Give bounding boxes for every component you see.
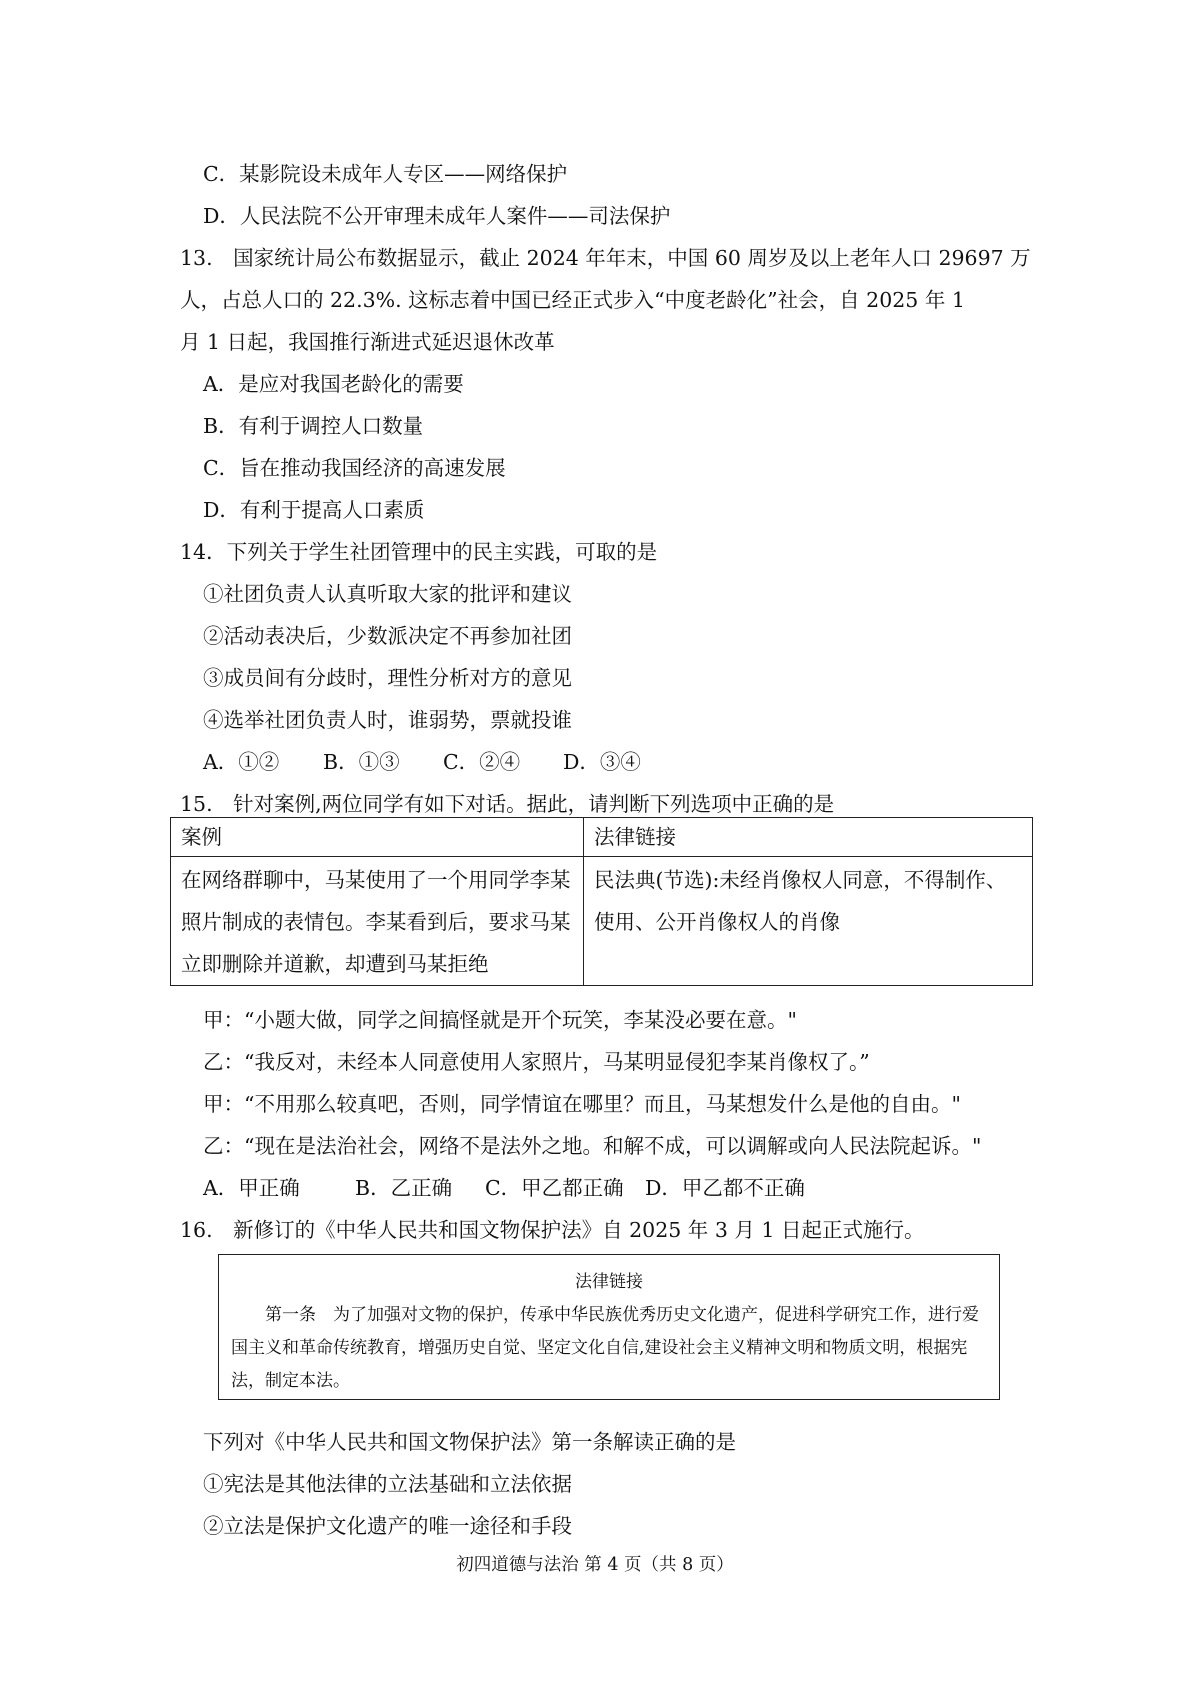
q15-dialogue-2: 乙：“我反对，未经本人同意使用人家照片，马某明显侵犯李某肖像权了。” [203,1050,870,1074]
table-header-row [171,818,1033,857]
q14-option-a: A．①② [203,750,280,774]
case-line-2: 照片制成的表情包。李某看到后，要求马某 [181,910,571,934]
q15-case-table [170,817,1033,986]
q14-item-2: ②活动表决后，少数派决定不再参加社团 [203,624,572,648]
q16-question: 下列对《中华人民共和国文物保护法》第一条解读正确的是 [203,1430,736,1454]
q12-option-c: C．某影院设未成年人专区——网络保护 [203,162,568,186]
law-line-1: 民法典(节选):未经肖像权人同意，不得制作、 [594,868,1007,892]
q13-option-d: D．有利于提高人口素质 [203,498,425,522]
q15-dialogue-1: 甲：“小题大做，同学之间搞怪就是开个玩笑，李某没必要在意。" [203,1008,797,1032]
law-box-text: 第一条 为了加强对文物的保护，传承中华民族优秀历史文化遗产，促进科学研究工作，进行爱国主义和革命传统教育，增强历史自觉、坚定文化自信,建设社会主义精神文明和物质文明，根据宪法，制定本法。 [231,1305,979,1391]
q13-stem-line1: 13. 国家统计局公布数据显示，截止 2024 年年末，中国 60 周岁及以上老年人口 29697 万 [180,246,1031,270]
q15-stem: 15. 针对案例,两位同学有如下对话。据此，请判断下列选项中正确的是 [180,792,835,816]
q14-option-b: B．①③ [323,750,400,774]
q15-option-d: D．甲乙都不正确 [645,1176,805,1200]
q14-option-c: C．②④ [443,750,521,774]
q15-option-c: C．甲乙都正确 [485,1176,624,1200]
case-line-3: 立即删除并道歉，却遭到马某拒绝 [181,952,489,976]
q16-item-2: ②立法是保护文化遗产的唯一途径和手段 [203,1514,572,1538]
q13-option-b: B．有利于调控人口数量 [203,414,424,438]
page-footer: 初四道德与法治 第 4 页（共 8 页） [456,1555,734,1575]
q16-item-1: ①宪法是其他法律的立法基础和立法依据 [203,1472,572,1496]
q13-stem-line3: 月 1 日起，我国推行渐进式延迟退休改革 [180,330,555,354]
table-header-law-link: 法律链接 [584,818,1033,857]
table-header-case: 案例 [171,818,584,857]
q14-stem: 14．下列关于学生社团管理中的民主实践，可取的是 [180,540,658,564]
q15-dialogue-4: 乙：“现在是法治社会，网络不是法外之地。和解不成，可以调解或向人民法院起诉。" [203,1134,982,1158]
case-cell [171,857,584,986]
law-line-2: 使用、公开肖像权人的肖像 [594,910,840,934]
q15-option-b: B．乙正确 [355,1176,453,1200]
q13-option-c: C．旨在推动我国经济的高速发展 [203,456,506,480]
q12-option-d: D．人民法院不公开审理未成年人案件——司法保护 [203,204,671,228]
q14-item-4: ④选举社团负责人时，谁弱势，票就投谁 [203,708,572,732]
q14-item-1: ①社团负责人认真听取大家的批评和建议 [203,582,572,606]
q15-dialogue-3: 甲：“不用那么较真吧，否则，同学情谊在哪里？而且，马某想发什么是他的自由。" [203,1092,961,1116]
table-row [171,857,1033,986]
q14-item-3: ③成员间有分歧时，理性分析对方的意见 [203,666,572,690]
q16-law-box [218,1254,1000,1400]
law-link-cell [584,857,1033,986]
q13-option-a: A．是应对我国老龄化的需要 [203,372,464,396]
q16-stem: 16. 新修订的《中华人民共和国文物保护法》自 2025 年 3 月 1 日起正式施行。 [180,1218,925,1242]
q13-stem-line2: 人，占总人口的 22.3%. 这标志着中国已经正式步入“中度老龄化”社会，自 2025 年 1 [180,288,965,312]
case-line-1: 在网络群聊中，马某使用了一个用同学李某 [181,868,571,892]
law-box-title: 法律链接 [575,1272,643,1292]
q15-option-a: A．甲正确 [203,1176,300,1200]
q14-option-d: D．③④ [563,750,641,774]
